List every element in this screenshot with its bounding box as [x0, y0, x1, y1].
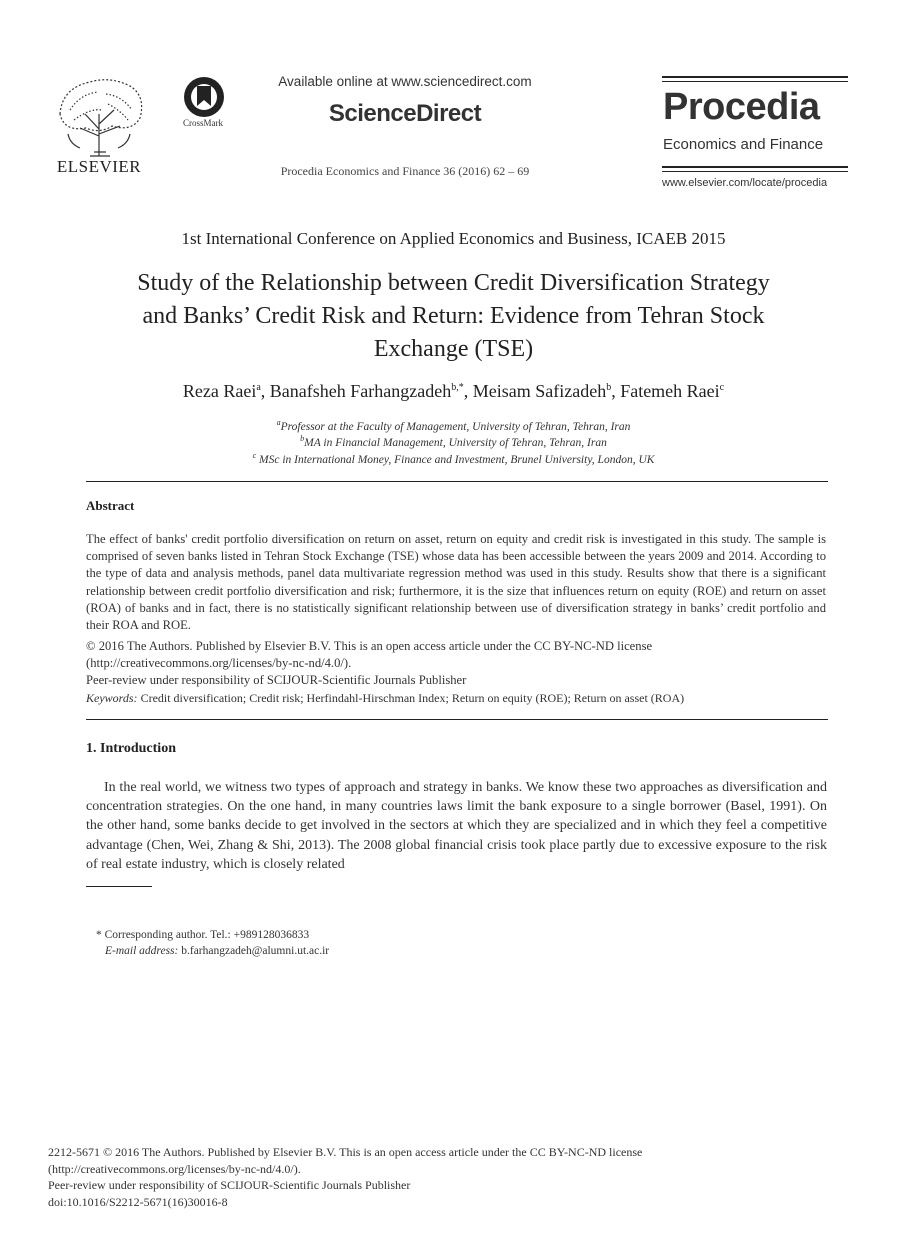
title-line: Exchange (TSE) — [373, 336, 534, 362]
section-heading-introduction: 1. Introduction — [86, 741, 176, 756]
affiliation-mark: b — [300, 434, 305, 443]
keywords-text: Credit diversification; Credit risk; Herfindahl-Hirschman Index; Return on equity (ROE); Return on asset (ROA) — [137, 691, 685, 705]
author-name: Meisam Safizadeh — [472, 381, 607, 401]
corresponding-author-note: * Corresponding author. Tel.: +989128036833 — [96, 929, 310, 941]
footnote-rule — [86, 886, 152, 887]
affiliation-mark: c — [252, 451, 257, 460]
introduction-paragraph: In the real world, we witness two types of approach and strategy in banks. We know these two approaches as diversification and concentration strategies. On the one hand, in many countries laws limit the bank exposure to a single borrower (Basel, 1991). On the other hand, some banks decide to get involved in the sectors at which they are specialized and in which they feel a competitive advantage (Chen, Wei, Zhang & Shi, 2013). The 2008 global financial crisis took place partly due to excessive exposure to the risk of real estate industry, which is closely related — [86, 780, 827, 872]
footer-issn-line: 2212-5671 © 2016 The Authors. Published by Elsevier B.V. This is an open access article under the CC BY-NC-ND license — [48, 1145, 643, 1159]
author-separator: , — [611, 381, 621, 401]
title-line: and Banks’ Credit Risk and Return: Evidence from Tehran Stock — [142, 303, 765, 329]
affiliation — [0, 451, 907, 466]
footer-license-link[interactable]: (http://creativecommons.org/licenses/by-nc-nd/4.0/). — [48, 1162, 301, 1176]
keywords-label: Keywords: — [86, 691, 138, 705]
affiliation-mark: a — [276, 418, 281, 427]
license-link-anchor[interactable]: (http://creativecommons.org/licenses/by-nc-nd/4.0/). — [86, 656, 352, 670]
author-name: Reza Raei — [182, 381, 257, 401]
footer-peer-review: Peer-review under responsibility of SCIJOUR-Scientific Journals Publisher — [48, 1178, 411, 1192]
abstract-body: The effect of banks' credit portfolio diversification on return on asset, return on equity and credit risk is investigated in this study. The sample is comprised of seven banks listed in Tehran Stock Exchange (TSE) whose data has been accessible between the years 2009 and 2014. According to the type of data and analysis methods, panel data multivariate regression method was used in this study. Results show that there is a significant relationship between credit portfolio diversification and risk; furthermore, it is the size that influences return on equity (ROE) and return on asset (ROA) of banks and in fact, there is no statistically significant relationship between use of diversification strategy in banks’ credit portfolio and their ROA and ROE. — [86, 532, 826, 633]
author-separator: , — [463, 381, 473, 401]
affiliation — [0, 434, 907, 449]
author-affil-mark: a — [256, 382, 261, 393]
license-link[interactable] — [86, 655, 826, 672]
procedia-bottom-rule — [662, 166, 848, 168]
affiliation-text: MSc in International Money, Finance and Investment, Brunel University, London, UK — [256, 453, 655, 466]
affiliation — [0, 418, 907, 433]
procedia-top-rule — [662, 76, 848, 78]
email-address[interactable]: b.farhangzadeh@alumni.ut.ac.ir — [178, 945, 330, 957]
procedia-subtitle: Economics and Finance — [663, 136, 824, 153]
footer-doi[interactable]: doi:10.1016/S2212-5671(16)30016-8 — [48, 1195, 228, 1209]
author-affil-mark: c — [719, 382, 725, 393]
procedia-top-rule-thin — [662, 81, 848, 82]
author-affil-mark: b,* — [451, 382, 464, 393]
procedia-wordmark: Procedia — [663, 86, 820, 128]
abstract-bottom-rule — [86, 719, 828, 720]
email-note — [105, 945, 329, 957]
keywords-line — [86, 690, 826, 707]
journal-citation: Procedia Economics and Finance 36 (2016) 62 – 69 — [280, 164, 530, 178]
procedia-url[interactable]: www.elsevier.com/locate/procedia — [662, 177, 828, 189]
peer-review-line: Peer-review under responsibility of SCIJOUR-Scientific Journals Publisher — [86, 673, 467, 687]
crossmark-label: CrossMark — [183, 118, 223, 128]
elsevier-wordmark: ELSEVIER — [56, 157, 142, 176]
paper-title — [80, 267, 827, 366]
author-list — [0, 381, 907, 402]
sciencedirect-wordmark: ScienceDirect — [328, 100, 482, 127]
conference-name: 1st International Conference on Applied Economics and Business, ICAEB 2015 — [181, 229, 726, 248]
procedia-bottom-rule-thin — [662, 171, 848, 172]
author-name: Banafsheh Farhangzadeh — [269, 381, 452, 401]
abstract-top-rule — [86, 481, 828, 482]
affiliation-text: Professor at the Faculty of Management, University of Tehran, Tehran, Iran — [280, 420, 631, 433]
copyright-line: © 2016 The Authors. Published by Elsevier B.V. This is an open access article under the CC BY-NC-ND license — [86, 639, 653, 653]
affiliation-text: MA in Financial Management, University of Tehran, Tehran, Iran — [304, 436, 607, 449]
available-online-text[interactable]: Available online at www.sciencedirect.com — [278, 74, 532, 89]
email-label: E-mail address: — [105, 945, 179, 957]
author-separator: , — [260, 381, 270, 401]
abstract-heading: Abstract — [86, 498, 135, 513]
author-affil-mark: b — [606, 382, 612, 393]
title-line: Study of the Relationship between Credit Diversification Strategy — [137, 270, 770, 296]
author-name: Fatemeh Raei — [620, 381, 720, 401]
